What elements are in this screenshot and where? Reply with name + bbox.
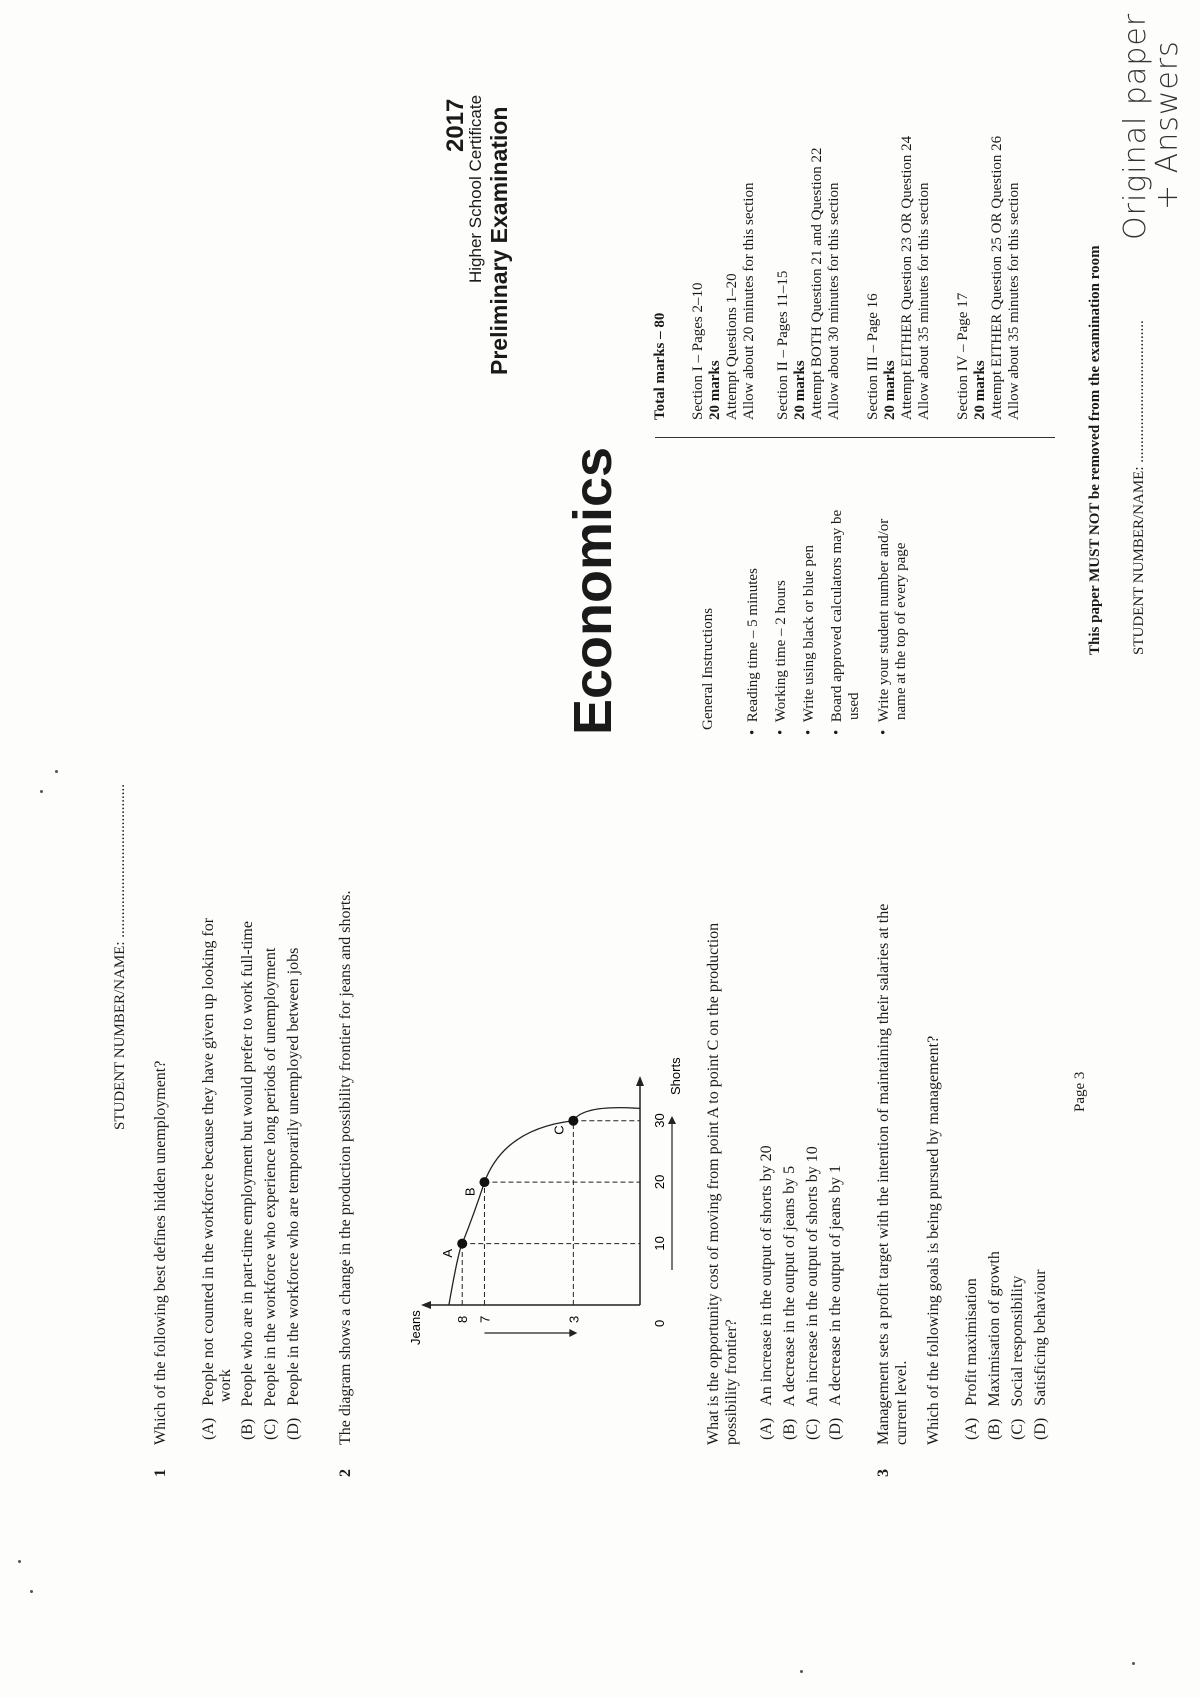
q3-question: Which of the following goals is being pursued by management? — [925, 1035, 942, 1445]
y-tick-label: 3 — [566, 1315, 582, 1323]
section-1: Section I – Pages 2–10 20 marks Attempt Questions 1–20 Allow about 20 minutes for this section — [690, 182, 757, 420]
subject-title: Economics — [563, 446, 623, 735]
x-tick-label: 10 — [652, 1236, 667, 1251]
y-tick-label: 8 — [455, 1315, 471, 1323]
q3-option-b: (B) Maximisation of growth — [986, 1251, 1003, 1440]
origin-label: 0 — [652, 1319, 667, 1327]
exam-title: Preliminary Examination — [486, 106, 512, 375]
student-number-line: STUDENT NUMBER/NAME: ......................................... — [112, 784, 128, 1130]
y-tick-label: 7 — [477, 1315, 493, 1323]
question-2-number: 2 — [337, 1469, 354, 1477]
q1-option-a-cont: work — [217, 1369, 234, 1402]
scan-speck — [1132, 1662, 1135, 1665]
instruction-item: • Board approved calculators may be — [829, 509, 845, 735]
q1-option-d: (D) People in the workforce who are temporarily unemployed between jobs — [285, 947, 302, 1440]
q3-stem-line1: Management sets a profit target with the intention of maintaining their salaries at the — [875, 903, 892, 1445]
ppf-curve — [449, 1108, 640, 1305]
instruction-item: • Write your student number and/or — [876, 518, 892, 735]
x-tick-label: 30 — [652, 1113, 667, 1128]
scan-speck — [800, 1670, 803, 1673]
instruction-item: • Reading time – 5 minutes — [745, 568, 761, 735]
section-3: Section III – Page 16 20 marks Attempt EITHER Question 23 OR Question 24 Allow about 35 minutes for this section — [865, 135, 932, 420]
section-2: Section II – Pages 11–15 20 marks Attempt BOTH Question 21 and Question 22 Allow about 30 minutes for this section — [775, 147, 842, 420]
q3-option-c: (C) Social responsibility — [1009, 1275, 1026, 1440]
point-label-A: A — [440, 1248, 456, 1258]
q1-option-c: (C) People in the workforce who experience long periods of unemployment — [262, 947, 279, 1440]
ppf-chart — [400, 1030, 700, 1360]
question-1-number: 1 — [152, 1469, 169, 1477]
handwritten-note-line2: + Answers — [1150, 40, 1185, 210]
instruction-item-cont: used — [846, 692, 862, 720]
y-axis-label: Jeans — [408, 1310, 423, 1345]
exam-year: 2017 — [442, 98, 469, 152]
point-B — [479, 1177, 489, 1187]
q2-option-d: (D) A decrease in the output of jeans by 1 — [827, 1164, 844, 1440]
scan-speck — [55, 770, 58, 773]
scan-speck — [30, 1590, 33, 1593]
q1-option-b: (B) People who are in part-time employment but would prefer to work full-time — [239, 921, 256, 1440]
instruction-item: • Write using black or blue pen — [801, 544, 817, 735]
instruction-item: • Working time – 2 hours — [773, 580, 789, 735]
question-1-stem: Which of the following best defines hidden unemployment? — [152, 1060, 169, 1445]
handwritten-note-line1: Original paper — [1118, 12, 1153, 240]
scan-speck — [40, 790, 43, 793]
point-A — [457, 1239, 467, 1249]
x-tick-label: 20 — [652, 1174, 667, 1190]
instruction-item-cont: name at the top of every page — [893, 542, 909, 720]
page-number: Page 3 — [1072, 1071, 1088, 1112]
q2-question-line1: What is the opportunity cost of moving from point A to point C on the production — [705, 922, 722, 1445]
x-axis-arrow — [636, 1076, 644, 1086]
q3-option-a: (A) Profit maximisation — [963, 1278, 980, 1440]
q2-option-b: (B) A decrease in the output of jeans by 5 — [781, 1165, 798, 1440]
certificate-title: Higher School Certificate — [466, 94, 485, 283]
q1-option-a: (A) People not counted in the workforce because they have given up looking for — [200, 917, 217, 1440]
scan-speck — [18, 1560, 21, 1563]
point-label-C: C — [551, 1125, 567, 1135]
q3-stem-line2: current level. — [893, 1360, 910, 1445]
point-label-B: B — [462, 1187, 478, 1197]
section-4: Section IV – Page 17 20 marks Attempt EITHER Question 25 OR Question 26 Allow about 35 minutes for this section — [955, 135, 1022, 420]
section-divider — [655, 437, 1055, 438]
shift-arrow-y-head — [569, 1329, 577, 1337]
y-axis-arrow — [421, 1301, 431, 1309]
general-instructions-heading: General Instructions — [700, 607, 716, 730]
q2-option-c: (C) An increase in the output of shorts by 10 — [804, 1146, 821, 1440]
cover-student-line: STUDENT NUMBER/NAME: ...................................... — [1131, 320, 1147, 655]
q2-option-a: (A) An increase in the output of shorts by 20 — [758, 1145, 775, 1440]
total-marks: Total marks – 80 — [652, 312, 668, 420]
removal-warning: This paper MUST NOT be removed from the examination room — [1087, 245, 1103, 655]
x-axis-label: Shorts — [668, 1057, 683, 1095]
q3-option-d: (D) Satisficing behaviour — [1032, 1269, 1049, 1440]
point-C — [568, 1116, 578, 1126]
shift-arrow-x-head — [668, 1116, 676, 1124]
q2-question-line2: possibility frontier? — [723, 1319, 740, 1445]
question-2-stem: The diagram shows a change in the production possibility frontier for jeans and shorts. — [337, 890, 354, 1445]
question-3-number: 3 — [875, 1469, 892, 1477]
